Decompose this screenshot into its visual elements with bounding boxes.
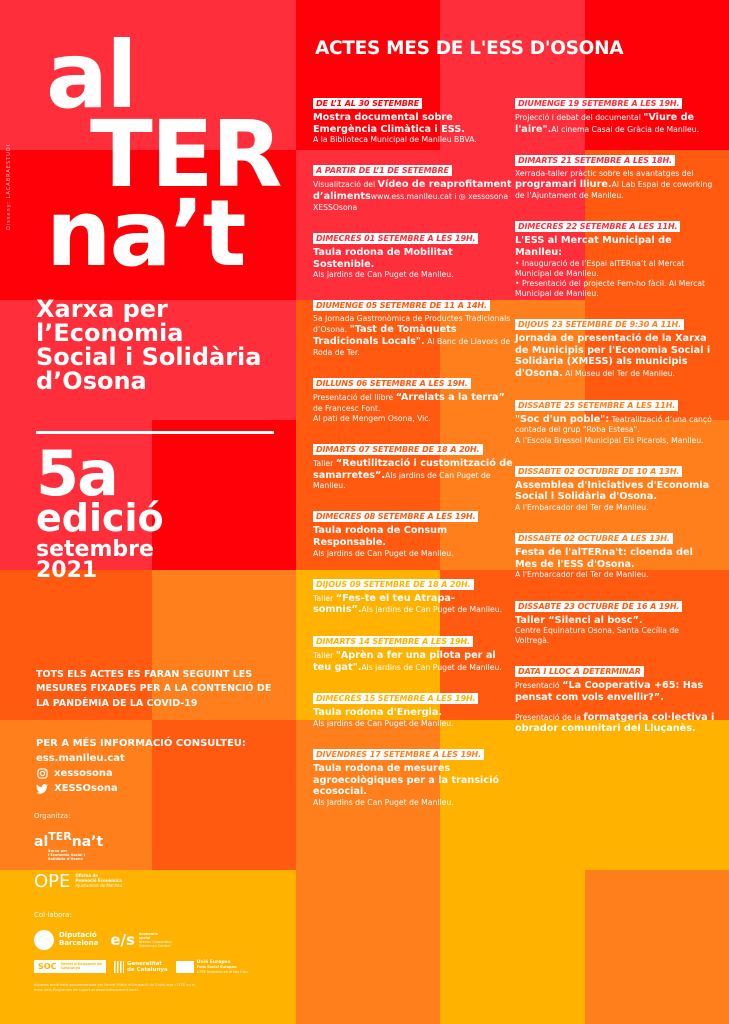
ope-line: Oficina de — [75, 873, 99, 879]
event-description — [313, 112, 513, 145]
event-title: L'ESS al Mercat Municipal de Manlleu: — [515, 235, 672, 258]
network-subtitle — [36, 297, 261, 393]
edition-number: 5a — [36, 437, 117, 510]
funding-footnote: Aquesta acció està subvencionada pel Servei Públic d'Ocupació de Catalunya i l'FSE en el marc dels Programes de suport al desenvolupament local. — [34, 983, 196, 993]
event-date-badge: DISSABTE 25 SETEMBRE A LES 11H. — [515, 400, 678, 411]
event-description — [515, 712, 715, 735]
event-item — [515, 659, 715, 735]
event-title: “Arrelats a la terra” — [395, 391, 505, 403]
es-line: social — [138, 935, 151, 940]
background-tile — [296, 870, 440, 1024]
event-location: Al Museu del Ter de Manlleu. — [562, 369, 676, 379]
event-intro: Taller — [313, 593, 336, 603]
event-item — [515, 214, 715, 299]
instagram-handle: xessosona — [54, 768, 113, 779]
ope-line: Promoció Econòmica — [75, 878, 122, 884]
event-location-extra: • Presentació del projecte Fem-ho fàcil. Al Mercat Municipal de Manlleu. — [515, 278, 706, 298]
event-item — [313, 686, 513, 729]
event-date-badge: DIUMENGE 19 SETEMBRE A LES 19H. — [515, 98, 682, 109]
event-title: Mostra documental sobre Emergència Climàtica i ESS. — [313, 112, 465, 135]
instagram-link[interactable] — [36, 766, 246, 781]
event-date-badge: DE L’1 AL 30 SETEMBRE — [313, 98, 422, 109]
event-item — [313, 504, 513, 558]
generalitat-line: de Catalunya — [127, 966, 168, 973]
event-date-badge: A PARTIR DE L’1 DE SETEMBRE — [313, 165, 452, 176]
event-date-badge: DISSABTE 02 OCTUBRE DE 10 A 13H. — [515, 466, 682, 477]
event-title: "Soc d'un poble": — [515, 413, 610, 425]
event-intro: Visualització del — [313, 180, 378, 190]
diputacio-line: Diputació — [59, 931, 97, 940]
event-item — [313, 437, 513, 491]
eu-logo — [176, 960, 249, 974]
event-intro: 5a Jornada Gastronòmica de Productes Tradicionals d’Osona. — [313, 314, 511, 335]
subtitle-line: d’Osona — [36, 367, 147, 395]
event-description — [313, 247, 513, 280]
twitter-icon — [36, 783, 48, 795]
logo-line-nat: na’t — [46, 180, 245, 288]
ope-line: Ajuntament de Manlleu — [75, 882, 123, 888]
generalitat-logo — [114, 961, 168, 973]
divider — [36, 431, 274, 434]
event-title: “La Cooperativa +65: Has pensat com vols envellir?”. — [515, 680, 704, 704]
event-item — [515, 312, 715, 380]
event-description — [515, 615, 715, 647]
page-title: ACTES MES DE L'ESS D'OSONA — [315, 38, 624, 59]
twitter-link[interactable] — [36, 781, 246, 796]
event-location: Al Banc de Llavors de Roda de Ter. — [313, 337, 511, 357]
background-tile — [585, 870, 729, 1024]
event-location: Als jardins de Can Puget de Manlleu. — [313, 548, 454, 558]
design-credit: Disseny: LACABRAESTUDI — [6, 143, 12, 230]
events-column-a — [313, 91, 513, 821]
event-description — [515, 112, 715, 135]
soc-text: Servei d'Ocupació de Catalunya — [60, 962, 102, 970]
org-logo-tagline: Xarxa per l’Economia Social i Solidària d’Osona — [48, 849, 85, 861]
event-title: “Fes-te el teu Atrapa-somnis”. — [313, 592, 455, 616]
event-date-badge: DIJOUS 23 SETEMBRE DE 9:30 A 11H. — [515, 319, 684, 330]
event-item — [313, 293, 513, 358]
event-description — [313, 392, 513, 424]
event-date-badge: DIVENDRES 17 SETEMBRE A LES 19H. — [313, 749, 484, 760]
edition-block — [36, 437, 164, 583]
event-date-badge: DIMECRES 15 SETEMBRE A LES 19H. — [313, 693, 478, 704]
event-location: A la Biblioteca Municipal de Manlleu BBVA. — [313, 135, 477, 145]
event-description — [313, 707, 513, 729]
event-item — [313, 742, 513, 808]
event-intro: Presentació del llibre — [313, 392, 396, 402]
event-title: Assemblea d'Iniciatives d'Economia Social i Solidària d'Osona. — [515, 479, 710, 503]
eu-line: Fons Social Europeu — [196, 965, 237, 970]
event-title: Taula rodona d'Energia. — [313, 707, 443, 719]
event-location-extra: A l'Escola Bressol Municipal Els Picarols, Manlleu. — [515, 435, 704, 445]
eu-line: L'FSE inverteix en el teu futur — [196, 969, 249, 974]
event-date-badge: DIJOUS 09 SETEMBRE DE 18 A 20H. — [313, 579, 474, 590]
diputacio-emblem-icon — [34, 930, 54, 950]
event-intro: Presentació de la — [515, 712, 584, 722]
org-logo-ter: TER — [48, 830, 72, 843]
event-item — [313, 572, 513, 616]
event-location-extra: XESSOsona — [313, 202, 358, 212]
event-date-badge: DILLUNS 06 SETEMBRE A LES 19H. — [313, 378, 471, 389]
event-item — [313, 226, 513, 280]
info-block — [36, 736, 246, 796]
eu-flag-icon — [176, 961, 194, 973]
event-description — [515, 235, 715, 299]
event-title: Taula rodona de Consum Responsable. — [313, 525, 448, 548]
event-description — [313, 314, 513, 358]
event-description — [313, 458, 513, 491]
collaborator-label: Col·labora: — [34, 911, 72, 919]
event-location: A l'Embarcador del Ter de Manlleu. — [515, 570, 649, 580]
event-intro: Projecció i debat del documental — [515, 113, 644, 122]
event-date-badge: DIMECRES 01 SETEMBRE A LES 19H. — [313, 233, 478, 244]
ope-logo — [34, 871, 122, 892]
edition-word: edició — [36, 495, 164, 540]
org-logo-al: al — [34, 834, 49, 850]
event-location: Als Jardins de Can Puget de Manlleu. — [313, 798, 454, 808]
event-date-badge: DIMECRES 22 SETEMBRE A LES 11H. — [515, 221, 680, 232]
event-title: Taula rodona de mesures agroecològiques per a la transició ecosocial. — [313, 763, 500, 798]
twitter-handle: XESSOsona — [54, 783, 118, 794]
edition-year: 2021 — [36, 557, 98, 583]
es-mark: e/s — [110, 931, 135, 949]
sponsor-row-1 — [34, 930, 172, 950]
event-title: "Viure de l'aire". — [515, 112, 695, 135]
event-intro: Presentació — [515, 681, 563, 691]
event-title: Taula rodona de Mobilitat Sostenible. — [313, 246, 453, 270]
event-description — [313, 763, 513, 808]
event-item — [515, 91, 715, 135]
event-location: • Inauguració de l’Espai alTERna’t al Mercat Municipal de Manlleu. — [515, 258, 685, 278]
economia-social-logo — [110, 931, 171, 949]
subtitle-line: Xarxa per — [36, 295, 168, 323]
sponsor-row-2 — [34, 960, 249, 974]
event-location: Als jardins de Can Puget de Manlleu. — [361, 605, 503, 615]
event-intro: Xerrada-taller pràctic sobre els avantatges del — [515, 169, 694, 179]
event-location: www.ess.manlleu.cat i ◎ xessosona — [370, 192, 509, 202]
event-intro: Taller — [313, 458, 336, 468]
event-description — [515, 547, 715, 580]
event-title: "Aprèn a fer una pilota per al teu gat". — [313, 650, 496, 673]
soc-logo — [34, 960, 106, 973]
subtitle-line: Social i Solidària — [36, 343, 262, 371]
event-item — [313, 91, 513, 145]
event-description — [313, 525, 513, 558]
event-item — [515, 393, 715, 446]
event-title: Taller “Silenci al bosc”. — [515, 614, 643, 626]
alternat-logo — [46, 22, 281, 288]
generalitat-line: Generalitat — [127, 960, 163, 967]
event-date-badge: DISSABTE 23 OCTUBRE DE 16 A 19H. — [515, 601, 682, 612]
events-column-b — [515, 91, 715, 748]
generalitat-bars-icon — [114, 961, 124, 973]
event-description — [515, 480, 715, 513]
event-item — [313, 158, 513, 212]
event-location: Als jardins de Can Puget de Manlleu. — [313, 718, 454, 728]
instagram-icon — [36, 768, 48, 780]
organizer-logo — [34, 830, 103, 862]
eu-line: Unió Europea — [196, 960, 231, 965]
event-item — [515, 148, 715, 201]
diputacio-line: Barcelona — [59, 939, 99, 947]
event-location: Als jardins de Can Puget de Manlleu. — [313, 470, 491, 491]
es-line: economia — [138, 931, 158, 936]
background-tile — [440, 870, 585, 1024]
covid-notice: TOTS ELS ACTES ES FARAN SEGUINT LES MESURES FIXADES PER A LA CONTENCIÓ DE LA PANDÈMIA DE LA COVID-19 — [36, 669, 272, 709]
event-intro: Taller — [313, 651, 336, 661]
event-location: Als jardins de Can Puget de Manlleu. — [313, 270, 454, 280]
diputacio-logo — [34, 930, 98, 950]
logo-line-ter: TER — [90, 101, 281, 209]
website-link[interactable]: ess.manlleu.cat — [36, 753, 125, 764]
background-tile — [152, 420, 296, 570]
soc-mark: SOC — [38, 962, 57, 972]
event-title: formatgeria col·lectiva i obrador comunitari del Lluçanès. — [515, 711, 715, 735]
event-date-badge: DIMARTS 07 SETEMBRE DE 18 A 20H. — [313, 444, 483, 455]
event-item — [515, 459, 715, 513]
event-title: "Tast de Tomàquets Tradicionals Locals". — [313, 324, 457, 348]
event-title: programari lliure. — [515, 179, 612, 191]
event-description — [313, 179, 513, 212]
event-item — [313, 371, 513, 424]
event-description — [515, 414, 715, 446]
event-date-badge: DIMARTS 14 SETEMBRE A LES 19H. — [313, 636, 473, 647]
info-heading: PER A MÉS INFORMACIÓ CONSULTEU: — [36, 738, 246, 749]
event-location: de Francesc Font. — [313, 403, 381, 413]
event-location: A l'Embarcador del Ter de Manlleu. — [515, 502, 649, 512]
subtitle-line: l’Economia — [36, 319, 184, 347]
event-description — [313, 650, 513, 673]
event-title: Vídeo de reaprofitament d’aliments — [313, 179, 512, 203]
event-location: Als jardins de Can Puget de Manlleu. — [361, 662, 502, 672]
event-date-badge: DIMARTS 21 SETEMBRE A LES 18H. — [515, 155, 675, 166]
ope-mark: OPE — [34, 871, 71, 892]
organizer-label: Organitza: — [34, 812, 71, 820]
event-description — [515, 169, 715, 201]
event-item — [313, 629, 513, 673]
event-location: Al cinema Casal de Gràcia de Manlleu. — [551, 124, 700, 134]
event-date-badge: DIMECRES 08 SETEMBRE A LES 19H. — [313, 511, 478, 522]
org-logo-nat: na’t — [71, 834, 104, 850]
event-title: Jornada de presentació de la Xarxa de Municipis per l'Economia Social i Solidària (XMESS) als municipis d'Osona. — [515, 333, 711, 380]
event-title: Festa de l'alTERna't: cloenda del Mes de l'ESS d'Osona. — [515, 547, 693, 570]
event-description — [515, 333, 715, 380]
es-line: Ateneu Cooperatiu — [138, 940, 172, 944]
edition-month: setembre — [36, 536, 154, 562]
event-title: “Reutilització i customització de samarretes”. — [313, 457, 513, 481]
event-location-extra: Al pati de Mengem Osona, Vic. — [313, 413, 431, 423]
logo-line-al: al — [46, 22, 136, 129]
event-date-badge: DIUMENGE 05 SETEMBRE DE 11 A 14H. — [313, 300, 490, 311]
event-location: Teatralització d’una cançó contada del grup "Roba Estesa". — [515, 414, 712, 435]
event-item — [515, 594, 715, 647]
event-location: Al Lab Espai de coworking de l’Ajuntament de Manlleu. — [515, 180, 713, 201]
event-description — [313, 593, 513, 616]
event-item — [515, 526, 715, 580]
event-description — [515, 680, 715, 703]
es-line: Catalunya Central — [138, 944, 171, 949]
event-location: Centre Equinatura Osona, Santa Cecília de Voltregà. — [515, 626, 680, 646]
event-date-badge: DATA I LLOC A DETERMINAR — [515, 666, 644, 677]
event-date-badge: DISSABTE 02 OCTUBRE A LES 13H. — [515, 533, 673, 544]
